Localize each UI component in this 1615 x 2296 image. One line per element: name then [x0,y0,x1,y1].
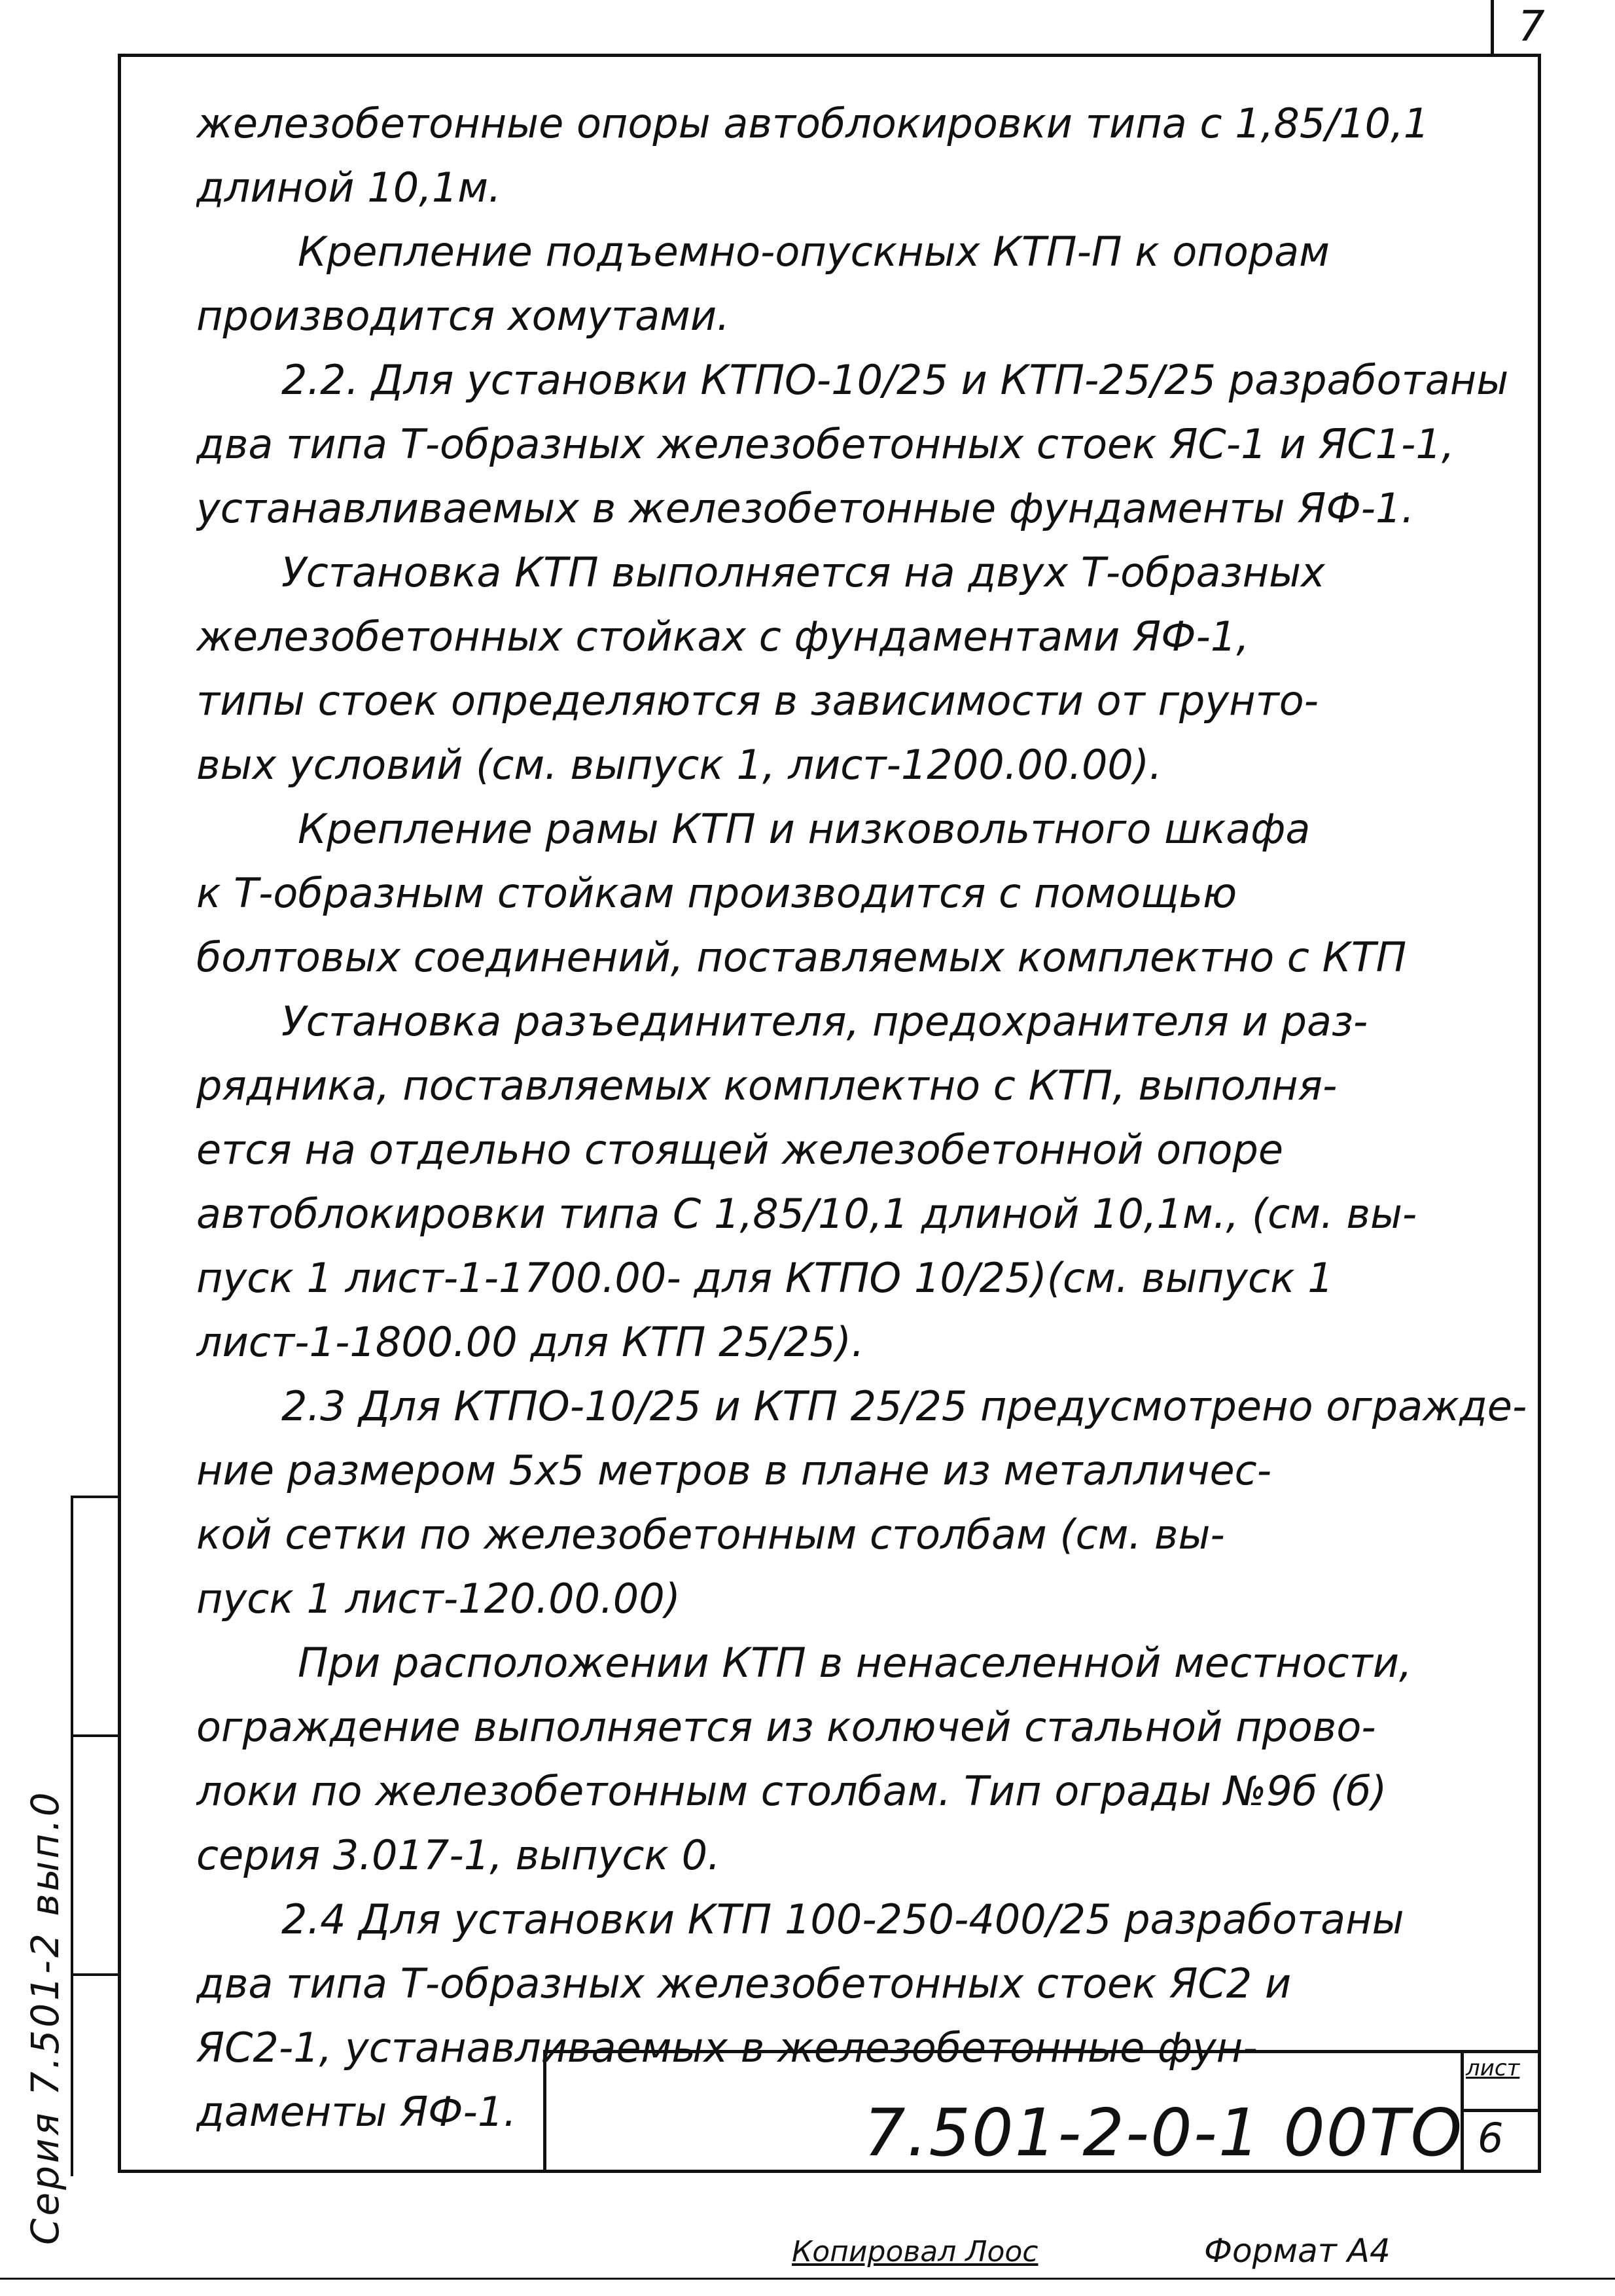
body-line: Крепление рамы КТП и низковольтного шкафа [298,805,1311,853]
body-line: ограждение выполняется из колючей стальной прово- [196,1703,1376,1751]
body-line: серия 3.017-1, выпуск 0. [196,1831,720,1879]
body-line: При расположении КТП в ненаселенной местности, [298,1639,1412,1687]
body-line: кой сетки по железобетонным столбам (см. вы- [196,1511,1225,1558]
footer-rule [0,2278,1615,2280]
sheet-divider [1461,2109,1541,2112]
side-stamp-divider [71,1734,118,1737]
body-line: вых условий (см. выпуск 1, лист-1200.00.00). [196,741,1162,789]
document-code: 7.501-2-0-1 00ТО [864,2094,1464,2171]
side-stamp-divider [71,1973,118,1976]
body-line: ется на отдельно стоящей железобетонной опоре [196,1126,1283,1174]
body-line: 2.3 Для КТПО-10/25 и КТП 25/25 предусмотрено огражде- [281,1382,1527,1430]
body-line: длиной 10,1м. [196,164,501,211]
body-line: даменты ЯФ-1. [196,2088,517,2136]
body-line: устанавливаемых в железобетонные фундаменты ЯФ-1. [196,484,1415,532]
document-body [196,92,1531,2144]
body-line: Крепление подъемно-опускных КТП-П к опорам [298,228,1330,276]
body-line: локи по железобетонным столбам. Тип ограды №9б (б) [196,1767,1387,1815]
body-line: рядника, поставляемых комплектно с КТП, выполня- [196,1062,1338,1109]
page-number: 7 [1518,3,1545,51]
sheet-label: лист [1466,2055,1520,2081]
body-line: типы стоек определяются в зависимости от грунто- [196,677,1319,725]
body-line: к Т-образным стойкам производится с помощью [196,869,1237,917]
body-line: пуск 1 лист-120.00.00) [196,1575,681,1623]
body-line: Установка разъединителя, предохранителя и раз- [281,997,1368,1045]
body-line: 2.2. Для установки КТПО-10/25 и КТП-25/25 разработаны [281,356,1509,404]
body-line: пуск 1 лист-1-1700.00- для КТПО 10/25)(см. выпуск 1 [196,1254,1334,1302]
body-line: два типа Т-образных железобетонных стоек ЯС-1 и ЯС1-1, [196,420,1455,468]
side-stamp-strip [71,1496,118,2176]
footer-format: Формат А4 [1204,2232,1391,2270]
body-line: ние размером 5х5 метров в плане из металличес- [196,1446,1272,1494]
body-line: ЯС2-1, устанавливаемых в железобетонные фун- [196,2024,1258,2072]
sheet-number: 6 [1478,2114,1504,2162]
body-line: автоблокировки типа С 1,85/10,1 длиной 10,1м., (см. вы- [196,1190,1417,1238]
body-line: Установка КТП выполняется на двух Т-образных [281,548,1325,596]
side-stamp-label: Серия 7.501-2 вып.0 [23,1789,67,2245]
body-line: железобетонные опоры автоблокировки типа с 1,85/10,1 [196,99,1430,147]
body-line: 2.4 Для установки КТП 100-250-400/25 разработаны [281,1895,1404,1943]
body-line: железобетонных стойках с фундаментами ЯФ-1, [196,613,1250,660]
body-line: болтовых соединений, поставляемых комплектно с КТП [196,933,1407,981]
footer-copied-by: Копировал Лоос [792,2235,1038,2269]
body-line: два типа Т-образных железобетонных стоек ЯС2 и [196,1960,1292,2007]
body-line: производится хомутами. [196,292,730,340]
body-line: лист-1-1800.00 для КТП 25/25). [196,1318,864,1366]
